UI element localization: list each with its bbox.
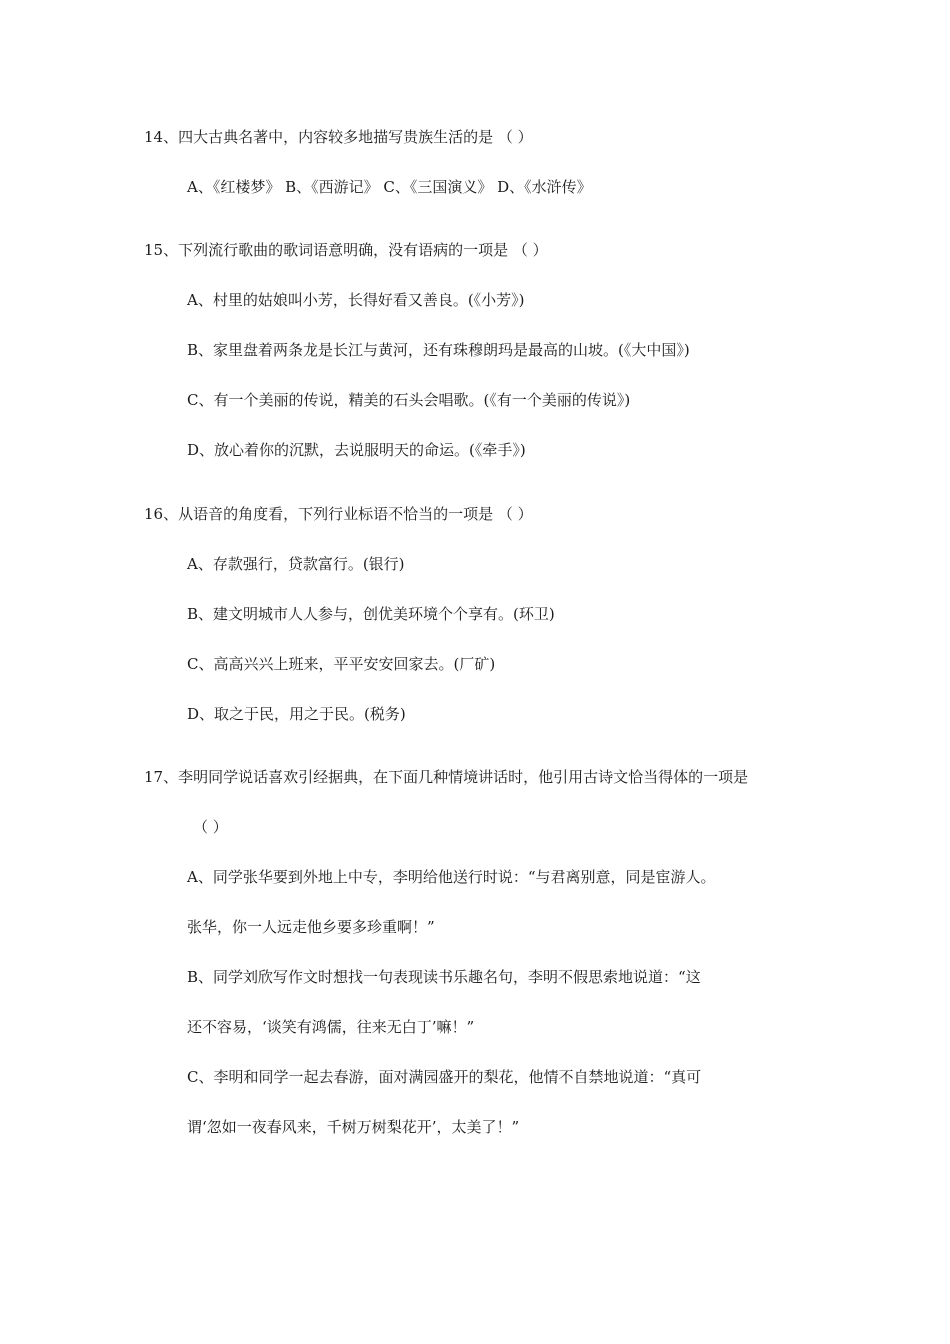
question-14-options: A、《红楼梦》 B、《西游记》 C、《三国演义》 D、《水浒传》 [187,178,592,196]
question-15-option-c: C、有一个美丽的传说，精美的石头会唱歌。(《有一个美丽的传说》) [187,391,631,409]
question-16-option-c: C、高高兴兴上班来，平平安安回家去。(厂矿) [187,655,496,673]
question-15-stem: 15、下列流行歌曲的歌词语意明确，没有语病的一项是 （ ） [144,241,548,259]
question-17-option-a-cont: 张华，你一人远走他乡要多珍重啊！” [187,918,435,936]
question-17-stem: 17、李明同学说话喜欢引经据典，在下面几种情境讲话时，他引用古诗文恰当得体的一项是 [144,768,749,786]
question-15-option-d: D、放心着你的沉默，去说服明天的命运。(《牵手》) [187,441,526,459]
question-17-option-c-cont: 谓‘忽如一夜春风来，千树万树梨花开’，太美了！” [187,1118,520,1136]
question-16-option-b: B、建文明城市人人参与，创优美环境个个享有。(环卫) [187,605,555,623]
question-17-answer-bracket: （ ） [193,818,228,836]
question-17-option-c: C、李明和同学一起去春游，面对满园盛开的梨花，他情不自禁地说道：“真可 [187,1068,702,1086]
question-17-option-a: A、同学张华要到外地上中专，李明给他送行时说：“与君离别意，同是宦游人。 [187,868,716,886]
question-17-option-b: B、同学刘欣写作文时想找一句表现读书乐趣名句，李明不假思索地说道：“这 [187,968,701,986]
question-15-option-a: A、村里的姑娘叫小芳，长得好看又善良。(《小芳》) [187,291,525,309]
question-16-stem: 16、从语音的角度看，下列行业标语不恰当的一项是 （ ） [144,505,533,523]
question-16-option-d: D、取之于民，用之于民。(税务) [187,705,406,723]
question-15-option-b: B、家里盘着两条龙是长江与黄河，还有珠穆朗玛是最高的山坡。(《大中国》) [187,341,690,359]
question-14-stem: 14、四大古典名著中，内容较多地描写贵族生活的是 （ ） [144,128,533,146]
question-17-option-b-cont: 还不容易，‘谈笑有鸿儒，往来无白丁’嘛！” [187,1018,475,1036]
question-16-option-a: A、存款强行，贷款富行。(银行) [187,555,405,573]
